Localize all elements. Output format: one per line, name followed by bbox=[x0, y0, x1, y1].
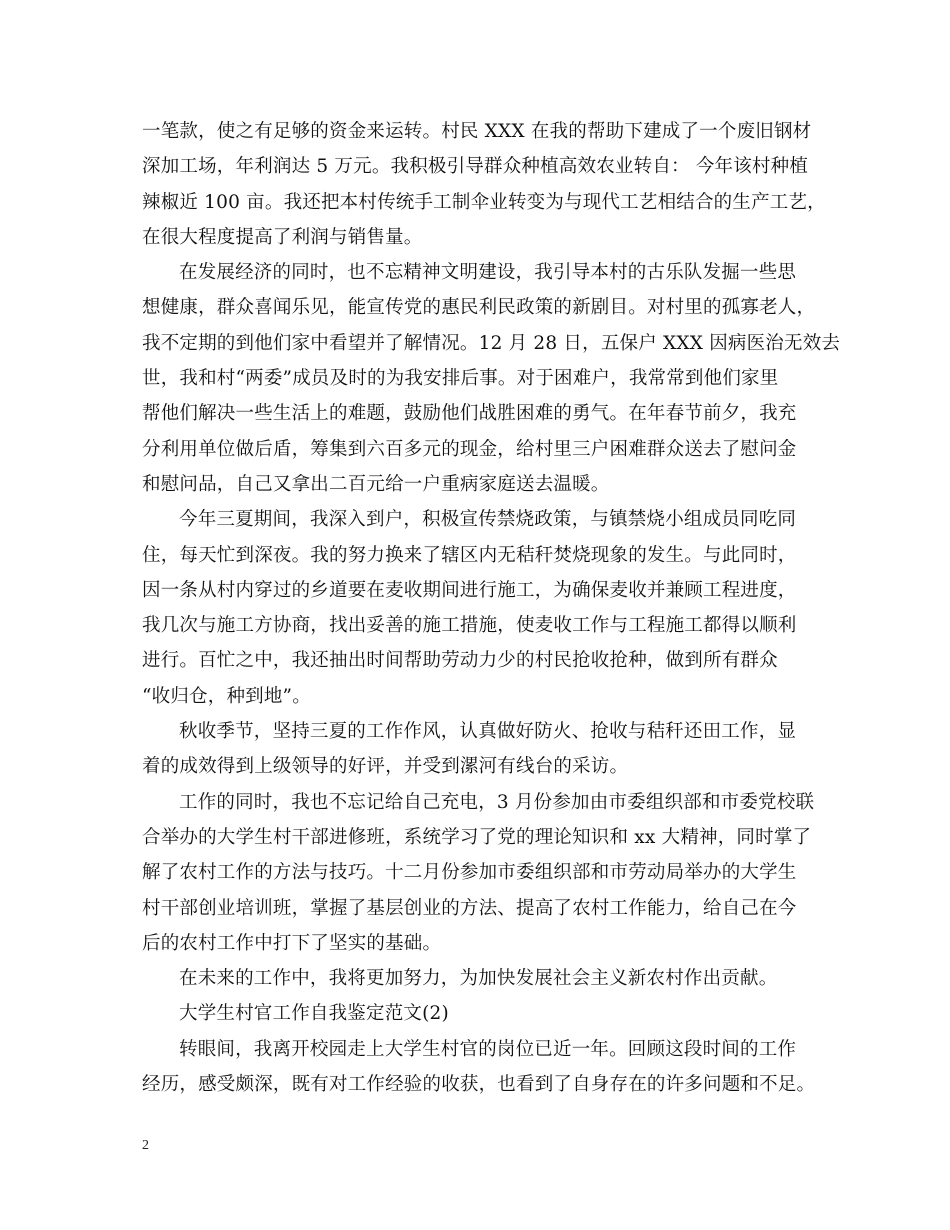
text-line: 村干部创业培训班，掌握了基层创业的方法、提高了农村工作能力，给自己在今 bbox=[142, 897, 797, 919]
paragraph-start: 工作的同时，我也不忘记给自己充电，3 月份参加由市委组织部和市委党校联 bbox=[179, 791, 815, 813]
paragraph-start: 在未来的工作中，我将更加努力，为加快发展社会主义新农村作出贡献。 bbox=[179, 968, 778, 990]
section-heading: 大学生村官工作自我鉴定范文(2) bbox=[179, 1003, 449, 1025]
text-line: 我不定期的到他们家中看望并了解情况。12 月 28 日，五保户 XXX 因病医治无效去 bbox=[142, 332, 841, 354]
page-number: 2 bbox=[142, 1138, 149, 1153]
text-line: 深加工场，年利润达 5 万元。我积极引导群众种植高效农业转自： 今年该村种植 bbox=[142, 156, 809, 178]
text-line: 进行。百忙之中，我还抽出时间帮助劳动力少的村民抢收抢种，做到所有群众 bbox=[142, 650, 778, 672]
text-line: 分利用单位做后盾，筹集到六百多元的现金，给村里三户困难群众送去了慰问金 bbox=[142, 438, 797, 460]
text-line: 和慰问品，自己又拿出二百元给一户重病家庭送去温暖。 bbox=[142, 473, 610, 495]
text-line: 帮他们解决一些生活上的难题，鼓励他们战胜困难的勇气。在年春节前夕，我充 bbox=[142, 403, 797, 425]
text-line: 合举办的大学生村干部进修班，系统学习了党的理论知识和 xx 大精神，同时掌了 bbox=[142, 826, 812, 848]
text-line: “收归仓，种到地”。 bbox=[142, 685, 311, 707]
text-line: 在很大程度提高了利润与销售量。 bbox=[142, 226, 423, 248]
paragraph-start: 秋收季节，坚持三夏的工作作风，认真做好防火、抢收与秸秆还田工作，显 bbox=[179, 721, 797, 743]
text-line: 解了农村工作的方法与技巧。十二月份参加市委组织部和市劳动局举办的大学生 bbox=[142, 862, 797, 884]
text-line: 后的农村工作中打下了坚实的基础。 bbox=[142, 932, 442, 954]
text-line: 因一条从村内穿过的乡道要在麦收期间进行施工，为确保麦收并兼顾工程进度， bbox=[142, 579, 797, 601]
paragraph-start: 今年三夏期间，我深入到户，积极宣传禁烧政策，与镇禁烧小组成员同吃同 bbox=[179, 509, 797, 531]
paragraph-start: 转眼间，我离开校园走上大学生村官的岗位已近一年。回顾这段时间的工作 bbox=[179, 1038, 797, 1060]
text-line: 一笔款，使之有足够的资金来运转。村民 XXX 在我的帮助下建成了一个废旧钢材 bbox=[142, 121, 812, 142]
paragraph-start: 在发展经济的同时，也不忘精神文明建设，我引导本村的古乐队发掘一些思 bbox=[179, 262, 797, 284]
text-line: 经历，感受颇深，既有对工作经验的收获，也看到了自身存在的许多问题和不足。 bbox=[142, 1074, 816, 1096]
text-line: 我几次与施工方协商，找出妥善的施工措施，使麦收工作与工程施工都得以顺利 bbox=[142, 615, 797, 637]
text-line: 辣椒近 100 亩。我还把本村传统手工制伞业转变为与现代工艺相结合的生产工艺， bbox=[142, 191, 826, 213]
document-body bbox=[142, 114, 841, 1102]
text-line: 世，我和村“两委”成员及时的为我安排后事。对于困难户，我常常到他们家里 bbox=[142, 368, 779, 390]
text-line: 想健康，群众喜闻乐见，能宣传党的惠民利民政策的新剧目。对村里的孤寡老人， bbox=[142, 297, 816, 319]
text-line: 住，每天忙到深夜。我的努力换来了辖区内无秸秆焚烧现象的发生。与此同时， bbox=[142, 544, 797, 566]
text-line: 着的成效得到上级领导的好评，并受到漯河有线台的采访。 bbox=[142, 756, 629, 778]
